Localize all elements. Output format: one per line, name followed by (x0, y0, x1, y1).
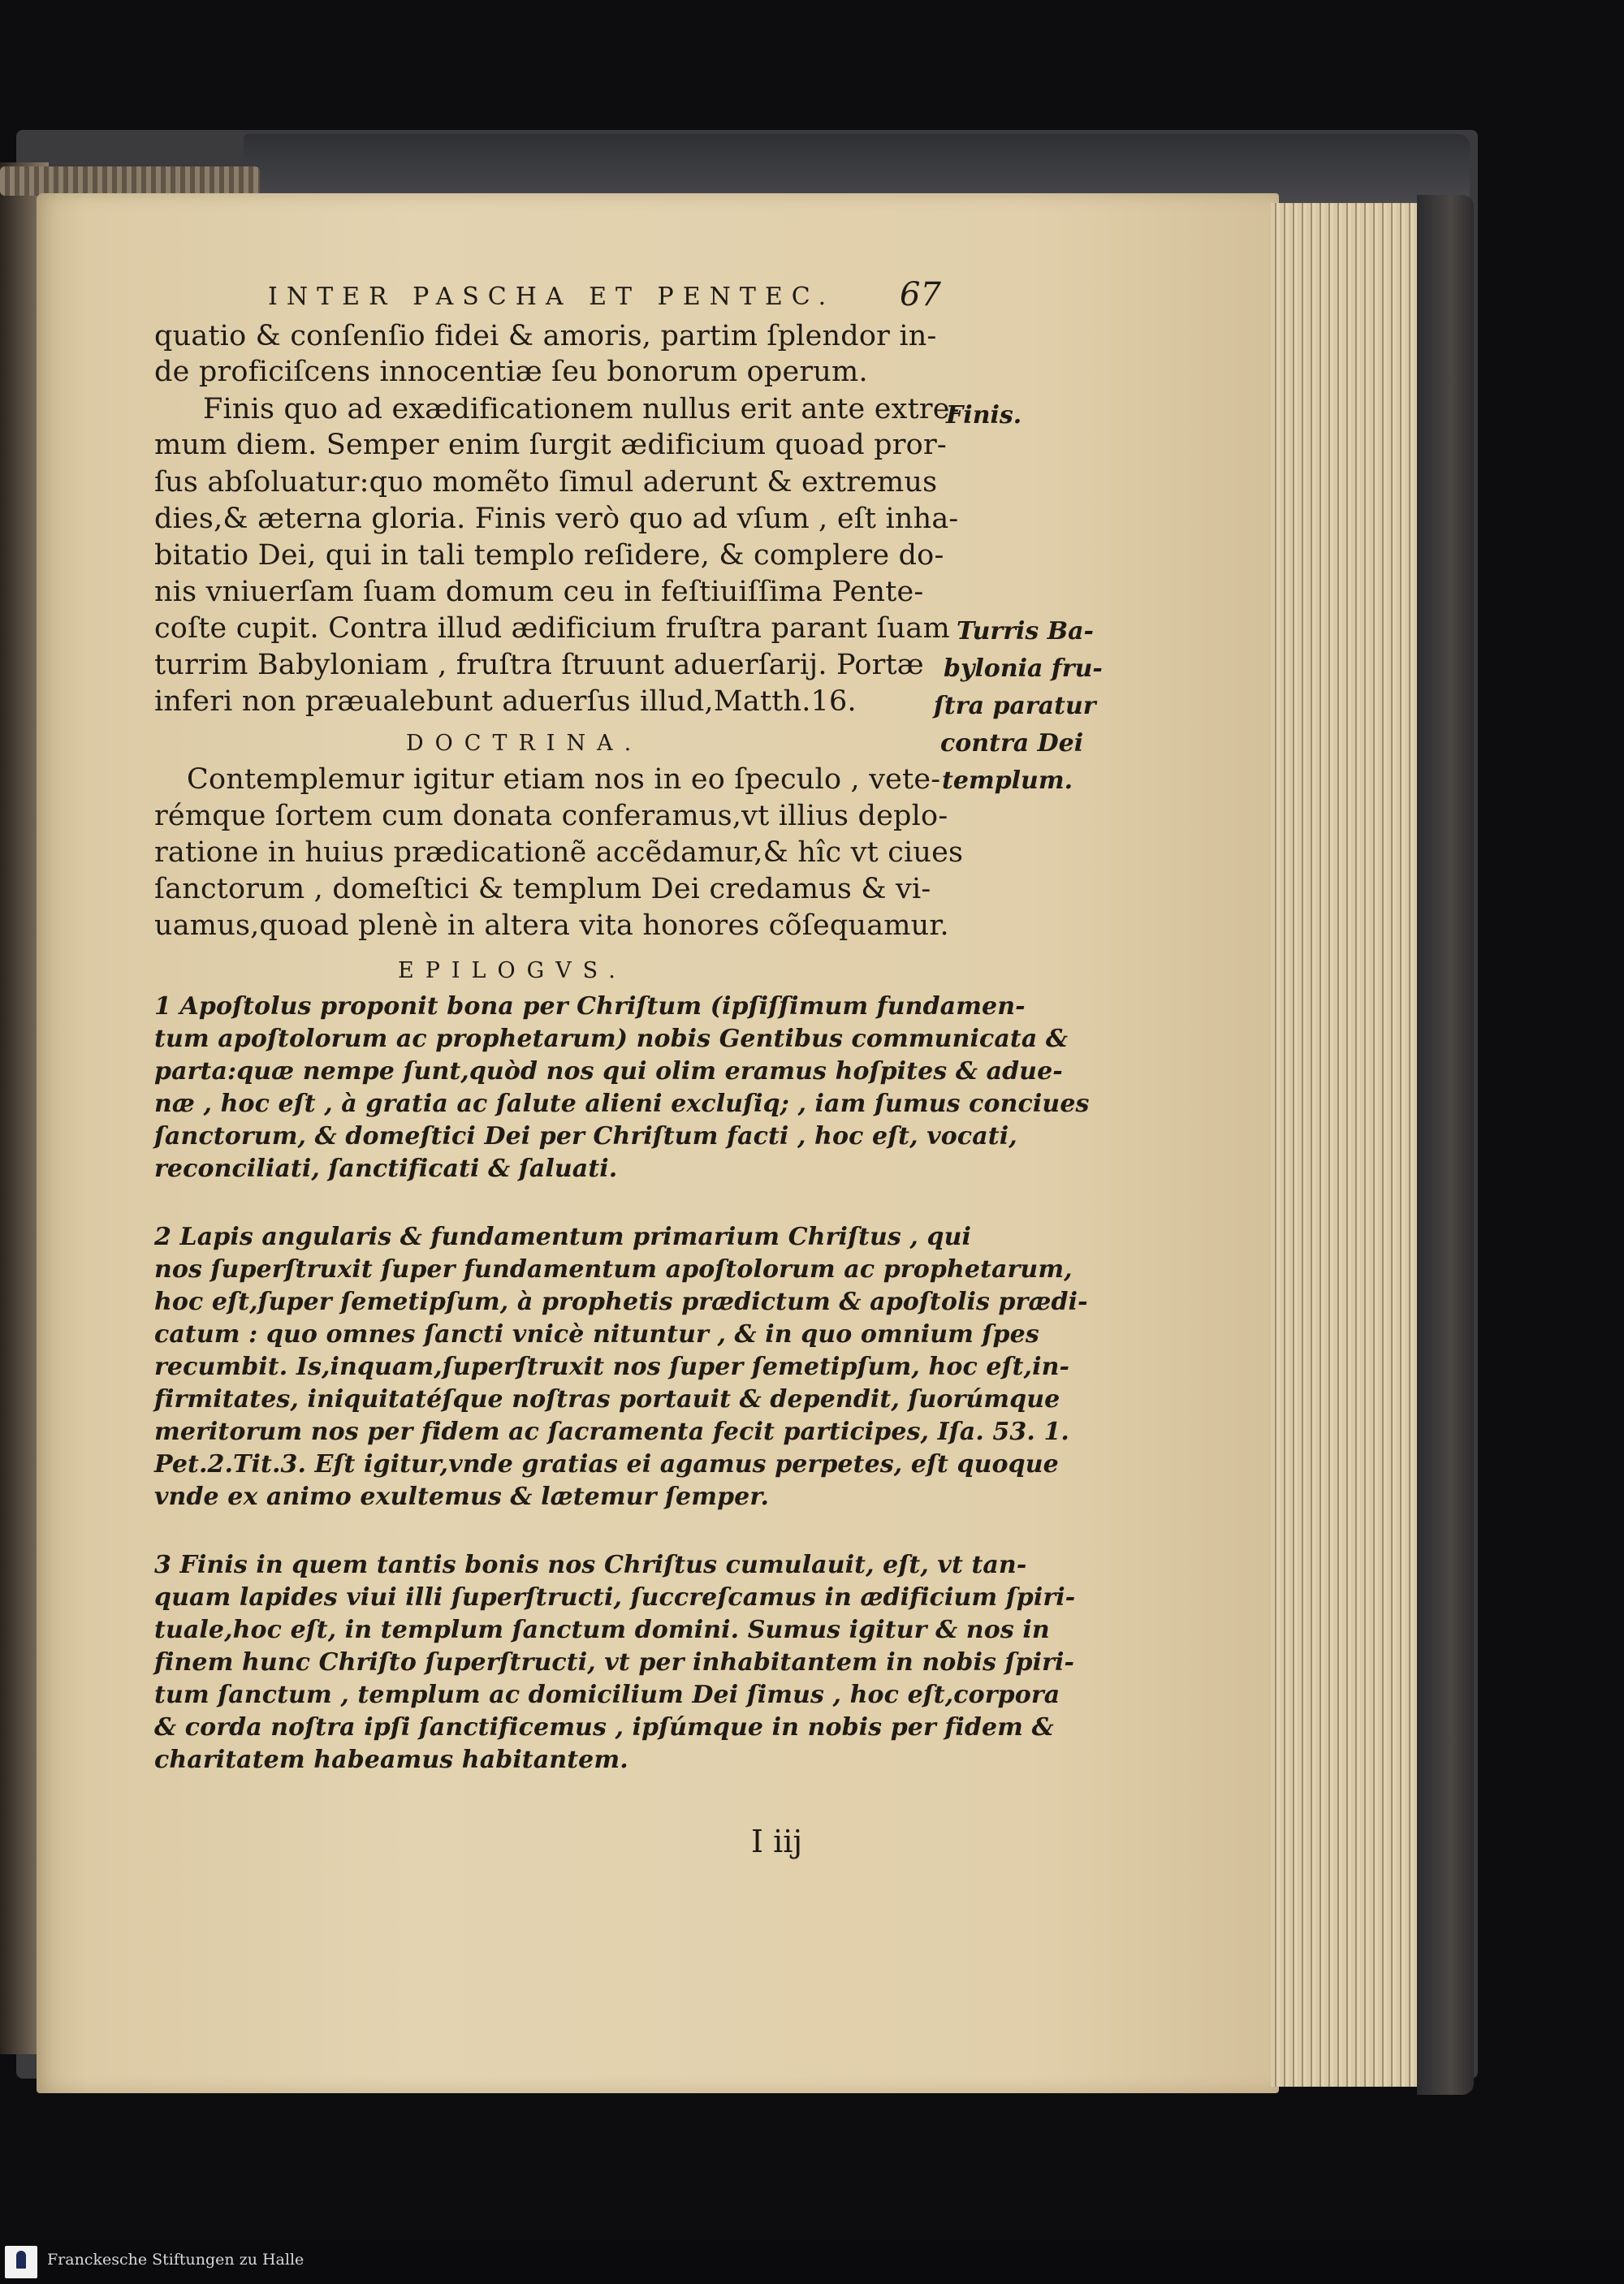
epilogus-line: parta:quæ nempe ſunt,quòd nos qui olim eramus hoſpites & adue- (154, 1057, 1063, 1086)
body-line: dies,& æterna gloria. Finis verò quo ad vſum , eſt inha- (154, 503, 959, 535)
margin-note-finis: Finis. (946, 401, 1022, 430)
body-line: ſus abſoluatur:quo momẽto ſimul aderunt & extremus (154, 466, 938, 499)
epilogus-line: ſanctorum, & domeſtici Dei per Chriſtum facti , hoc eſt, vocati, (154, 1122, 1017, 1151)
epilogus-line: meritorum nos per fidem ac ſacramenta fecit participes, Iſa. 53. 1. (154, 1418, 1069, 1446)
epilogus-line: recumbit. Is,inquam,ſuperſtruxit nos ſuper ſemetipſum, hoc eſt,in- (154, 1353, 1070, 1381)
epilogus-line: charitatem habeamus habitantem. (154, 1746, 628, 1774)
body-line: coſte cupit. Contra illud ædificium fruſtra parant ſuam (154, 612, 950, 645)
book-right-board (1417, 195, 1474, 2095)
margin-note-turris: templum. (942, 766, 1073, 795)
body-line: Finis quo ad exædificationem nullus erit ante extre- (203, 393, 960, 425)
body-line: turrim Babyloniam , fruſtra ſtruunt aduerſarij. Portæ (154, 649, 924, 681)
epilogus-line: reconciliati, ſanctificati & ſaluati. (154, 1155, 618, 1183)
body-line: mum diem. Semper enim ſurgit ædificium quoad pror- (154, 429, 947, 461)
doctrina-line: uamus,quoad plenè in altera vita honores cõſequamur. (154, 909, 949, 942)
epilogus-line: hoc eſt,ſuper ſemetipſum, à prophetis prædictum & apoſtolis prædi- (154, 1288, 1088, 1316)
epilogus-line: tum ſanctum , templum ac domicilium Dei ſimus , hoc eſt,corpora (154, 1681, 1060, 1709)
epilogus-line: 2 Lapis angularis & fundamentum primarium Chriſtus , qui (154, 1223, 971, 1251)
body-line: inferi non præualebunt aduerſus illud,Matth.16. (154, 685, 857, 718)
book-headband (0, 166, 260, 196)
epilogus-line: quam lapides viui illi ſuperſtructi, ſuccreſcamus in ædificium ſpiri- (154, 1583, 1076, 1612)
epilogus-line: finem hunc Chriſto ſuperſtructi, vt per inhabitantem in nobis ſpiri- (154, 1648, 1075, 1677)
epilogus-line: vnde ex animo exultemus & lætemur ſemper. (154, 1483, 770, 1511)
epilogus-line: & corda noſtra ipſi ſanctificemus , ipſúmque in nobis per fidem & (154, 1713, 1054, 1742)
epilogus-line: næ , hoc eſt , à gratia ac ſalute alieni excluſiq; , iam ſumus conciues (154, 1090, 1090, 1118)
epilogus-line: nos ſuperſtruxit ſuper fundamentum apoſtolorum ac prophetarum, (154, 1255, 1073, 1284)
doctrina-line: ratione in huius prædicationẽ accẽdamur,& hîc vt ciues (154, 836, 964, 869)
doctrina-line: rémque ſortem cum donata conferamus,vt illius deplo- (154, 800, 948, 832)
margin-note-turris: Turris Ba- (957, 617, 1094, 645)
institution-logo-icon (5, 2246, 37, 2278)
margin-note-turris: bylonia fru- (944, 654, 1103, 683)
running-title: INTER PASCHA ET PENTEC. (268, 283, 836, 311)
body-line: bitatio Dei, qui in tali templo reſidere, & complere do- (154, 539, 944, 572)
margin-note-turris: contra Dei (940, 729, 1084, 758)
footer-institution: Franckesche Stiftungen zu Halle (47, 2251, 304, 2269)
epilogus-line: 1 Apoſtolus proponit bona per Chriſtum (ipſiſſimum fundamen- (154, 992, 1026, 1021)
body-line: de proficiſcens innocentiæ ſeu bonorum operum. (154, 356, 868, 388)
doctrina-line: ſanctorum , domeſtici & templum Dei credamus & vi- (154, 873, 931, 905)
epilogus-line: tum apoſtolorum ac prophetarum) nobis Gentibus communicata & (154, 1025, 1069, 1053)
body-line: quatio & conſenſio fidei & amoris, partim ſplendor in- (154, 320, 937, 352)
epilogus-line: Pet.2.Tit.3. Eſt igitur,vnde gratias ei agamus perpetes, eſt quoque (154, 1450, 1059, 1479)
doctrina-line: Contemplemur igitur etiam nos in eo ſpeculo , vete- (187, 763, 941, 796)
epilogus-line: catum : quo omnes ſancti vnicè nituntur , & in quo omnium ſpes (154, 1320, 1039, 1349)
page-edges (1271, 203, 1423, 2087)
page-number: 67 (900, 276, 941, 313)
epilogus-line: 3 Finis in quem tantis bonis nos Chriſtus cumulauit, eſt, vt tan- (154, 1551, 1027, 1579)
epilogus-heading: EPILOGVS. (398, 958, 627, 983)
signature-mark: I iij (751, 1824, 803, 1859)
epilogus-line: firmitates, iniquitatéſque noſtras portauit & dependit, ſuorúmque (154, 1385, 1060, 1414)
body-line: nis vniuerſam ſuam domum ceu in feſtiuiſſima Pente- (154, 576, 924, 608)
epilogus-line: tuale,hoc eſt, in templum ſanctum domini. Sumus igitur & nos in (154, 1616, 1050, 1644)
doctrina-heading: DOCTRINA. (406, 731, 643, 756)
margin-note-turris: ſtra paratur (934, 692, 1096, 720)
